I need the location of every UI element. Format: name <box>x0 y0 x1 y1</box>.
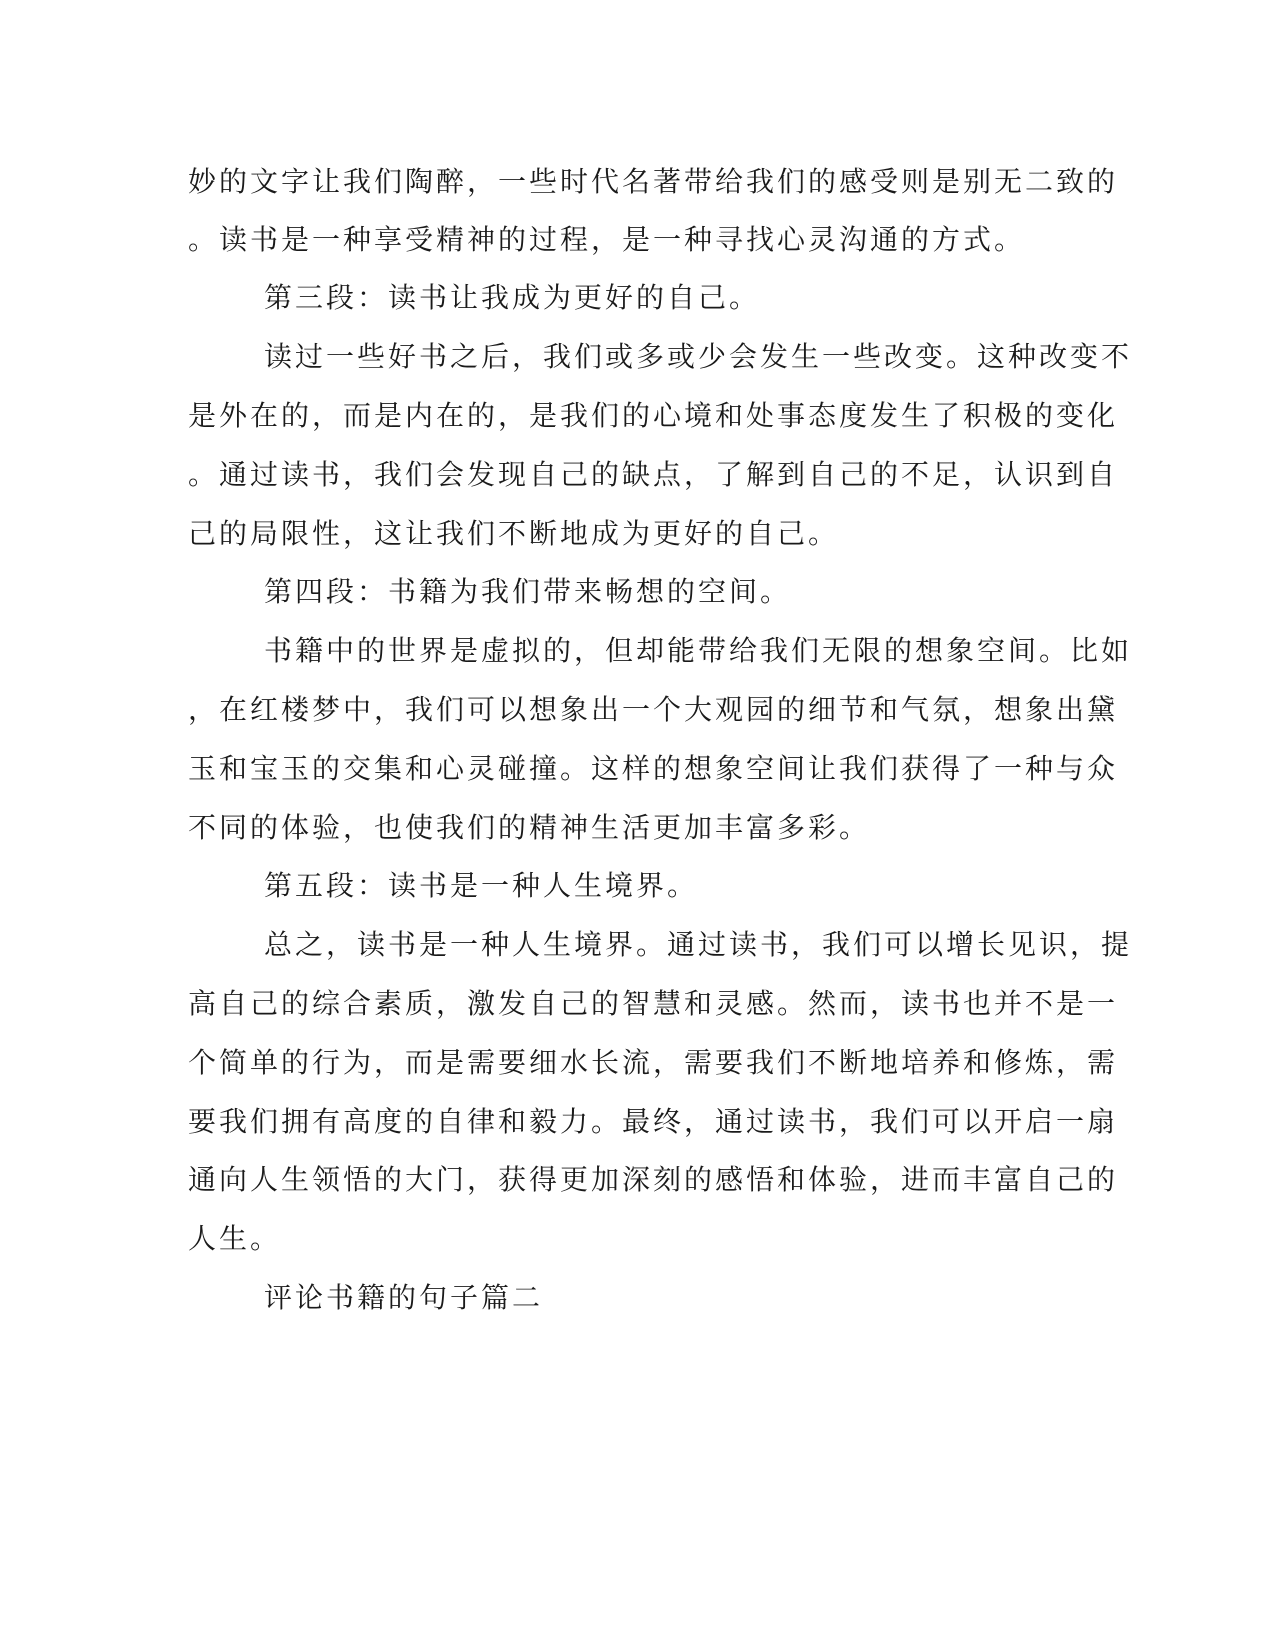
text-line: 。通过读书，我们会发现自己的缺点，了解到自己的不足，认识到自 <box>188 458 1119 491</box>
text-line: 通向人生领悟的大门，获得更加深刻的感悟和体验，进而丰富自己的 <box>188 1163 1119 1196</box>
section-heading: 第四段：书籍为我们带来畅想的空间。 <box>264 575 792 608</box>
text-line: 要我们拥有高度的自律和毅力。最终，通过读书，我们可以开启一扇 <box>188 1105 1119 1138</box>
text-line: 己的局限性，这让我们不断地成为更好的自己。 <box>188 517 840 550</box>
text-line: 玉和宝玉的交集和心灵碰撞。这样的想象空间让我们获得了一种与众 <box>188 752 1119 785</box>
text-line: 读过一些好书之后，我们或多或少会发生一些改变。这种改变不 <box>264 340 1133 373</box>
text-line: 是外在的，而是内在的，是我们的心境和处事态度发生了积极的变化 <box>188 399 1119 432</box>
chapter-heading: 评论书籍的句子篇二 <box>264 1281 544 1314</box>
section-heading: 第五段：读书是一种人生境界。 <box>264 869 699 902</box>
text-line: 人生。 <box>188 1222 282 1255</box>
text-line: 书籍中的世界是虚拟的，但却能带给我们无限的想象空间。比如 <box>264 634 1133 667</box>
text-line: ，在红楼梦中，我们可以想象出一个大观园的细节和气氛，想象出黛 <box>188 693 1119 726</box>
text-line: 总之，读书是一种人生境界。通过读书，我们可以增长见识，提 <box>264 928 1133 961</box>
text-line: 妙的文字让我们陶醉，一些时代名著带给我们的感受则是别无二致的 <box>188 165 1119 198</box>
text-line: 高自己的综合素质，激发自己的智慧和灵感。然而，读书也并不是一 <box>188 987 1119 1020</box>
text-line: 。读书是一种享受精神的过程，是一种寻找心灵沟通的方式。 <box>188 223 1026 256</box>
text-line: 个简单的行为，而是需要细水长流，需要我们不断地培养和修炼，需 <box>188 1046 1119 1079</box>
text-line: 不同的体验，也使我们的精神生活更加丰富多彩。 <box>188 811 871 844</box>
section-heading: 第三段：读书让我成为更好的自己。 <box>264 281 761 314</box>
